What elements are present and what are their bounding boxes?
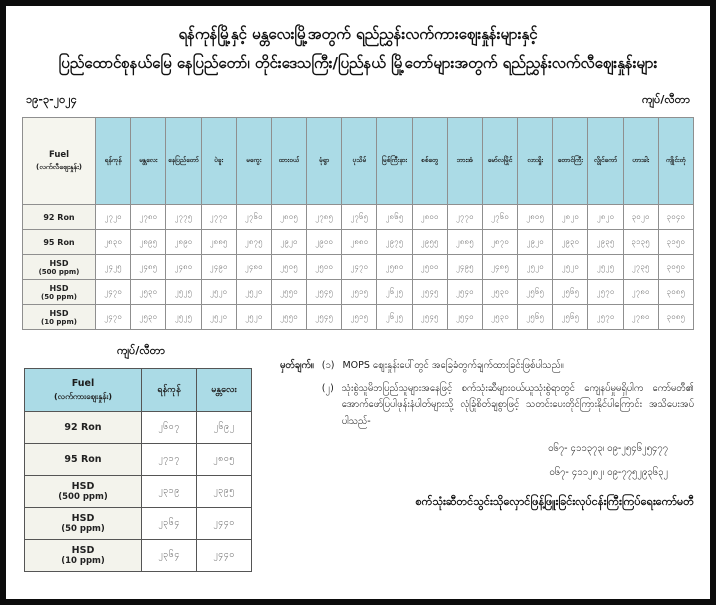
- price-cell: ၂၅၂၀: [553, 255, 588, 280]
- price-cell: ၂၈၈၅: [447, 230, 482, 255]
- notes-label: မှတ်ချက်။: [280, 360, 314, 371]
- wholesale-price-table: [24, 368, 252, 572]
- committee-name: စက်သုံးဆီတင်သွင်းသိုလှောင်ဖြန့်ဖြူးခြင်းလုပ်ငန်းကြီးကြပ်ရေးကော်မတီ: [415, 494, 694, 508]
- phone-line-1: ၀၆၇- ၄၁၁၃၇၃၊ ၀၉-၂၅၄၆၂၅၄၇၇: [548, 442, 668, 454]
- city-column-header: နေပြည်တော်: [166, 118, 201, 205]
- table-row: [23, 255, 694, 280]
- price-cell: ၂၅၂၀: [518, 255, 553, 280]
- price-cell: ၂၅၃၀: [131, 280, 166, 305]
- fuel-row-label: HSD (50 ppm): [25, 508, 142, 540]
- retail-table-header-row: [23, 118, 694, 205]
- price-cell: ၂၈၉၀: [166, 230, 201, 255]
- wholesale-table-header-row: [25, 369, 252, 412]
- price-cell: ၂၄၈၅: [482, 255, 517, 280]
- city-column-header: မန္တလေး: [197, 369, 252, 412]
- title-line-2: ပြည်ထောင်စုနယ်မြေ နေပြည်တော်၊ တိုင်းဒေသကြီး/ပြည်နယ် မြို့တော်များအတွက် ရည်ညွှန်းလက်လီဈေးနှုန်းများ: [58, 53, 658, 72]
- note-item-1: [280, 358, 694, 375]
- price-cell: ၂၈၀၅: [518, 205, 553, 230]
- table-row: [25, 508, 252, 540]
- phone-line-2: ၀၆၇- ၄၁၁၂၈၂၊ ၀၉-၇၇၅၂၉၃၆၃၂: [549, 467, 668, 479]
- city-column-header: မုံရွာ: [307, 118, 342, 205]
- price-cell: ၂၅၂၅: [588, 255, 623, 280]
- price-cell: ၂၅၃၀: [482, 280, 517, 305]
- table-row: [23, 230, 694, 255]
- note-2-number: (၂): [321, 382, 334, 394]
- city-column-header: ဘားအံ: [447, 118, 482, 205]
- price-cell: ၃၀၂၀: [623, 205, 658, 230]
- price-cell: ၂၅၁၅: [342, 280, 377, 305]
- note-2-text: သုံးစွဲသူမိဘပြည်သူများအနေဖြင့် စက်သုံးဆီများဝယ်ယူသုံးစွဲရာတွင် ကျေနပ်မှုမရှိပါက ကော်မတီ၏ အောက်ဖော်ပြပါဖုန်းနံပါတ်များသို့ လုံခြုံစိတ်ချစွာဖြင့် သတင်းပေးတိုင်ကြားနိုင်ပါကြောင်း အသိပေးအပ်ပါသည်-: [341, 382, 694, 427]
- price-cell: ၂၅၆၅: [553, 305, 588, 330]
- price-cell: ၃၁၃၅: [623, 230, 658, 255]
- table-row: [25, 444, 252, 476]
- price-cell: ၂၄၇၀: [342, 255, 377, 280]
- price-cell: ၂၅၃၀: [131, 305, 166, 330]
- bottom-section: [22, 344, 694, 572]
- price-cell: ၂၆၂၅: [377, 280, 412, 305]
- price-cell: ၂၅၀၅: [271, 255, 306, 280]
- price-cell: ၂၈၀၅: [271, 205, 306, 230]
- price-cell: ၂၉၂၀: [271, 230, 306, 255]
- price-cell: ၂၇၇၅: [166, 205, 201, 230]
- price-cell: ၂၃၆၄: [142, 540, 197, 572]
- city-column-header: ကျိုင်းတုံ: [658, 118, 693, 205]
- city-column-header: တောင်ကြီး: [553, 118, 588, 205]
- city-column-header: မန္တလေး: [131, 118, 166, 205]
- price-cell: ၂၈၃၀: [96, 230, 131, 255]
- price-cell: ၂၄၇၀: [96, 280, 131, 305]
- price-cell: ၂၅၂၅: [166, 280, 201, 305]
- fuel-row-label: HSD (50 ppm): [23, 280, 96, 305]
- price-cell: ၂၅၂၀: [201, 305, 236, 330]
- price-cell: ၂၈၇၅: [236, 230, 271, 255]
- price-cell: ၂၄၇၀: [96, 305, 131, 330]
- city-column-header: လွိုင်ကော်: [588, 118, 623, 205]
- price-cell: ၂၅၅၀: [271, 280, 306, 305]
- price-cell: ၂၈၈၅: [201, 230, 236, 255]
- price-cell: ၂၉၃၅: [588, 230, 623, 255]
- price-cell: ၂၃၉၅: [197, 476, 252, 508]
- price-cell: ၂၅၃၀: [482, 305, 517, 330]
- price-cell: ၂၅၂၅: [166, 305, 201, 330]
- fuel-row-label: 92 Ron: [23, 205, 96, 230]
- city-column-header: ထားဝယ်: [271, 118, 306, 205]
- price-cell: ၂၈၂၀: [588, 205, 623, 230]
- price-cell: ၂၅၄၀: [447, 305, 482, 330]
- retail-table-body: [23, 205, 694, 330]
- price-cell: ၂၇၈၀: [131, 205, 166, 230]
- price-cell: ၃၀၈၅: [658, 280, 693, 305]
- price-cell: ၃၀၄၀: [658, 205, 693, 230]
- table-row: [23, 205, 694, 230]
- price-cell: ၂၈၂၀: [553, 205, 588, 230]
- price-cell: ၂၅၄၀: [447, 280, 482, 305]
- fuel-row-label: HSD (500 ppm): [25, 476, 142, 508]
- table-row: [23, 305, 694, 330]
- fuel-row-label: 95 Ron: [25, 444, 142, 476]
- city-column-header: ဟားခါး: [623, 118, 658, 205]
- price-cell: ၃၁၅၀: [658, 230, 693, 255]
- price-cell: ၂၃၆၄: [142, 508, 197, 540]
- unit-label: ကျပ်/လီတာ: [642, 93, 690, 106]
- price-cell: ၂၃၁၉: [142, 476, 197, 508]
- price-cell: ၂၄၄၀: [197, 540, 252, 572]
- title-line-1: ရန်ကုန်မြို့နှင့် မန္တလေးမြို့အတွက် ရည်ညွှန်းလက်ကားဈေးနှုန်းများနှင့်: [178, 25, 538, 43]
- date-label: ၁၉-၃-၂၀၂၄: [26, 93, 77, 106]
- price-cell: ၂၄၂၅: [96, 255, 131, 280]
- fuel-column-header: Fuel (လက်လီဈေးနှုန်း): [23, 118, 96, 205]
- fuel-row-label: 92 Ron: [25, 412, 142, 444]
- wholesale-table-body: [25, 412, 252, 572]
- price-cell: ၂၅၀၀: [307, 255, 342, 280]
- price-cell: ၂၇၇၀: [201, 205, 236, 230]
- city-column-header: လားရှိုး: [518, 118, 553, 205]
- table-row: [25, 540, 252, 572]
- price-cell: ၂၅၇၀: [588, 305, 623, 330]
- price-cell: ၂၆၉၂: [197, 412, 252, 444]
- price-cell: ၂၉၀၀: [307, 230, 342, 255]
- price-cell: ၂၄၉၀: [201, 255, 236, 280]
- price-cell: ၃၀၅၀: [658, 255, 693, 280]
- note-1-number: (၁): [321, 360, 335, 371]
- price-cell: ၂၅၅၀: [271, 305, 306, 330]
- price-cell: ၂၇၇၀: [447, 205, 482, 230]
- price-cell: ၂၉၃၀: [553, 230, 588, 255]
- note-1-text: MOPS ဈေးနှုန်းပေါ်တွင် အခြေခံတွက်ချက်ထားခြင်းဖြစ်ပါသည်။: [342, 360, 564, 371]
- price-cell: ၂၅၂၀: [236, 280, 271, 305]
- city-column-header: မော်လမြိုင်: [482, 118, 517, 205]
- price-cell: ၂၅၄၅: [412, 305, 447, 330]
- price-cell: ၂၇၈၀: [623, 305, 658, 330]
- price-cell: ၂၇၆၀: [482, 205, 517, 230]
- price-cell: ၂၈၈၀: [342, 230, 377, 255]
- price-cell: ၂၄၈၀: [166, 255, 201, 280]
- wholesale-unit-label: ကျပ်/လီတာ: [117, 344, 165, 357]
- price-cell: ၂၅၈၀: [377, 255, 412, 280]
- price-cell: ၂၅၄၅: [307, 305, 342, 330]
- notes-section: [260, 344, 694, 572]
- price-cell: ၂၅၄၅: [307, 280, 342, 305]
- price-cell: ၃၀၈၅: [658, 305, 693, 330]
- table-row: [25, 412, 252, 444]
- price-cell: ၂၈၀၀: [412, 205, 447, 230]
- page-title: [22, 20, 694, 77]
- price-cell: ၂၉၂၀: [518, 230, 553, 255]
- city-column-header: ရန်ကုန်: [96, 118, 131, 205]
- price-cell: ၂၅၆၅: [553, 280, 588, 305]
- price-cell: ၂၇၈၀: [623, 280, 658, 305]
- price-cell: ၂၆၂၅: [377, 305, 412, 330]
- wholesale-section: [22, 344, 260, 572]
- fuel-row-label: HSD (500 ppm): [23, 255, 96, 280]
- price-cell: ၂၅၆၅: [518, 305, 553, 330]
- price-cell: ၂၇၈၅: [307, 205, 342, 230]
- city-column-header: ပုသိမ်: [342, 118, 377, 205]
- price-cell: ၂၄၈၀: [236, 255, 271, 280]
- price-cell: ၂၄၄၀: [197, 508, 252, 540]
- price-cell: ၂၅၂၀: [201, 280, 236, 305]
- retail-price-table: [22, 117, 694, 330]
- city-column-header: မကွေး: [236, 118, 271, 205]
- price-cell: ၂၅၀၀: [412, 255, 447, 280]
- city-column-header: မြစ်ကြီးနား: [377, 118, 412, 205]
- fuel-row-label: HSD (10 ppm): [23, 305, 96, 330]
- price-cell: ၂၅၇၀: [588, 280, 623, 305]
- price-cell: ၂၇၆၅: [342, 205, 377, 230]
- table-row: [25, 476, 252, 508]
- price-cell: ၂၈၉၅: [131, 230, 166, 255]
- price-cell: ၂၇၂၀: [96, 205, 131, 230]
- city-column-header: စစ်တွေ: [412, 118, 447, 205]
- price-cell: ၂၈၀၅: [197, 444, 252, 476]
- price-cell: ၂၄၈၅: [131, 255, 166, 280]
- fuel-row-label: HSD (10 ppm): [25, 540, 142, 572]
- price-cell: ၂၇၁၇: [142, 444, 197, 476]
- price-cell: ၂၅၆၅: [518, 280, 553, 305]
- city-column-header: ပဲခူး: [201, 118, 236, 205]
- price-cell: ၂၈၆၅: [377, 205, 412, 230]
- phone-numbers: [280, 441, 694, 482]
- price-cell: ၂၇၃၅: [623, 255, 658, 280]
- table-row: [23, 280, 694, 305]
- price-cell: ၂၄၉၅: [447, 255, 482, 280]
- price-cell: ၂၅၁၅: [342, 305, 377, 330]
- price-cell: ၂၉၅၅: [412, 230, 447, 255]
- price-cell: ၂၅၂၀: [236, 305, 271, 330]
- price-cell: ၂၇၆၀: [236, 205, 271, 230]
- price-cell: ၂၈၇၀: [482, 230, 517, 255]
- fuel-column-header: Fuel (လက်ကားဈေးနှုန်း): [25, 369, 142, 412]
- price-cell: ၂၉၇၅: [377, 230, 412, 255]
- fuel-row-label: 95 Ron: [23, 230, 96, 255]
- price-cell: ၂၆၀၇: [142, 412, 197, 444]
- price-cell: ၂၅၄၅: [412, 280, 447, 305]
- meta-row: [26, 93, 690, 109]
- note-item-2: [280, 381, 694, 431]
- city-column-header: ရန်ကုန်: [142, 369, 197, 412]
